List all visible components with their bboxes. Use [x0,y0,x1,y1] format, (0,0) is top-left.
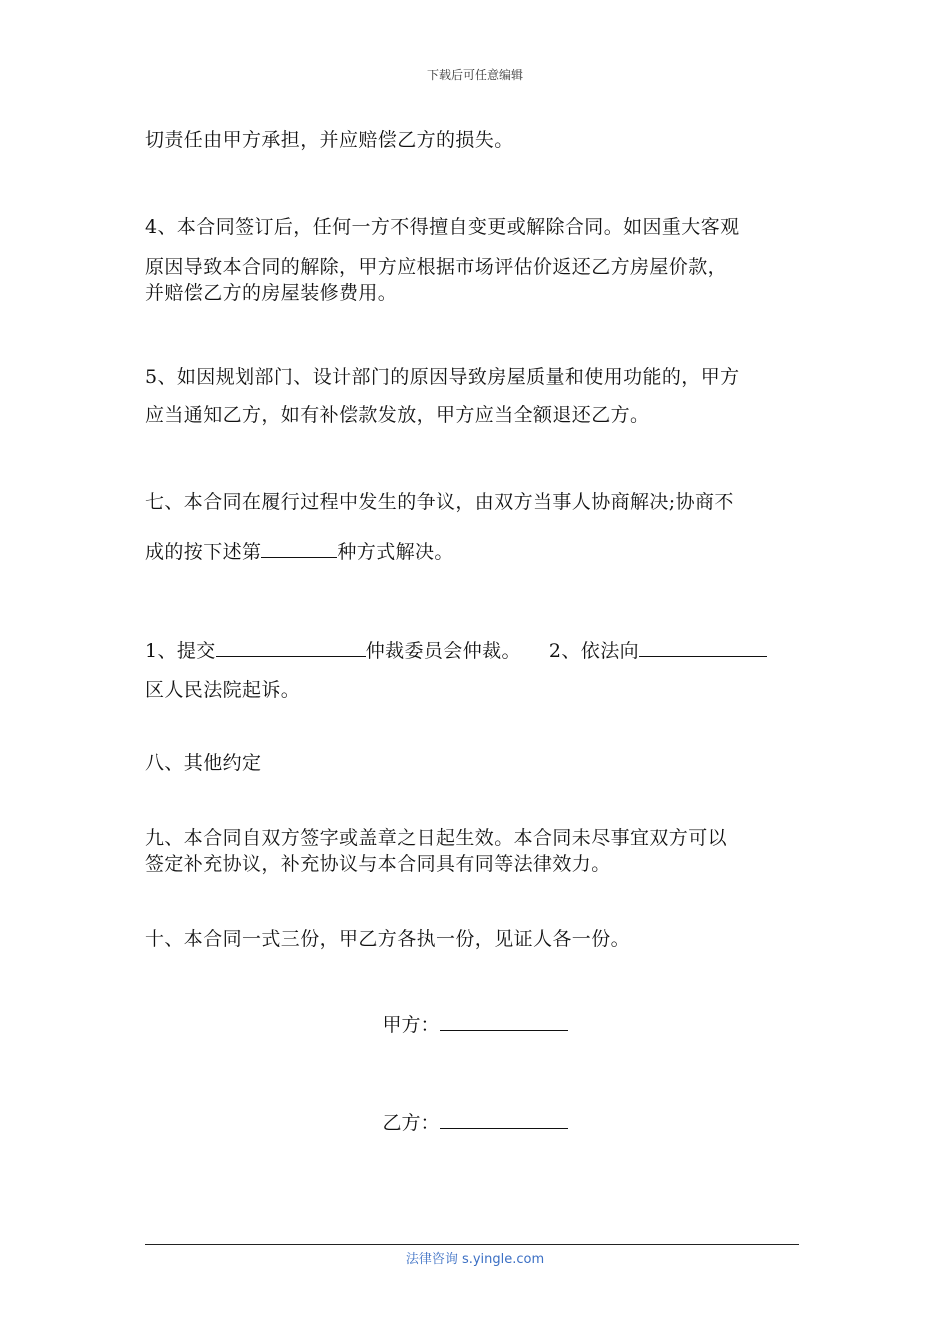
section-10-line: 十、本合同一式三份，甲乙方各执一份，见证人各一份。 [145,928,631,950]
section-9-line-1: 九、本合同自双方签字或盖章之日起生效。本合同未尽事宜双方可以 [145,827,728,849]
party-b-label: 乙方： [382,1112,440,1134]
clause-4-line-3: 并赔偿乙方的房屋装修费用。 [145,282,398,304]
section-7-text-a: 成的按下述第 [145,541,262,563]
footer-divider [145,1244,799,1245]
option-1-text: 1、提交 [145,640,216,662]
clause-5-line-2: 应当通知乙方，如有补偿款发放，甲方应当全额退还乙方。 [145,404,650,426]
clause-4-line-2: 原因导致本合同的解除，甲方应根据市场评估价返还乙方房屋价款， [145,256,728,278]
section-7-line-1: 七、本合同在履行过程中发生的争议，由双方当事人协商解决;协商不 [145,491,734,513]
section-7-text-b: 种方式解决。 [337,541,454,563]
section-8-heading: 八、其他约定 [145,752,262,774]
party-a-signature [0,1010,950,1037]
arbitration-committee-blank [216,638,366,657]
party-a-signature-blank [440,1012,568,1031]
party-b-signature-blank [440,1110,568,1129]
clause-5-line-1: 5、如因规划部门、设计部门的原因导致房屋质量和使用功能的，甲方 [145,366,740,388]
option-2-text: 2、依法向 [548,640,639,662]
party-b-signature [0,1108,950,1135]
section-9-line-2: 签定补充协议，补充协议与本合同具有同等法律效力。 [145,853,611,875]
party-a-label: 甲方： [382,1014,440,1036]
option-1-suffix: 仲裁委员会仲裁。 [365,640,521,662]
dispute-options-line-1 [145,636,809,663]
section-7-line-2 [145,537,809,564]
clause-4-line-1: 4、本合同签订后，任何一方不得擅自变更或解除合同。如因重大客观 [145,216,740,238]
clause-text-line: 切责任由甲方承担，并应赔偿乙方的损失。 [145,129,514,151]
footer-link[interactable]: 法律咨询 s.yingle.com [405,1252,545,1267]
method-number-blank [261,539,337,558]
dispute-options-line-2: 区人民法院起诉。 [145,679,301,701]
court-district-blank [639,638,767,657]
page-header: 下载后可任意编辑 [426,68,523,82]
